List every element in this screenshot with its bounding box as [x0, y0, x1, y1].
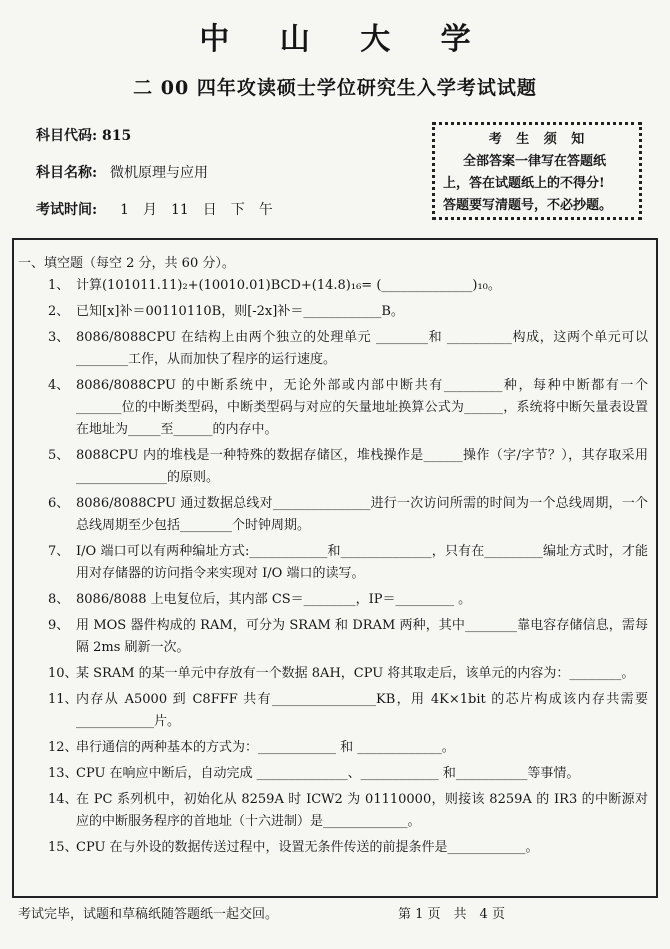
question-number: 9、 — [48, 618, 70, 633]
exam-time-label: 考试时间: — [36, 202, 98, 218]
question-text: 8086/8088CPU 的中断系统中，无论外部或内部中断共有_________种，每种中断都有一个_______位的中断类型码，中断类型码与对应的矢量地址换算公式为______，系统将中断矢量表设置在地址为_____至______的内存中。 — [76, 378, 648, 437]
question-item — [18, 589, 654, 611]
question-text: 8086/8088CPU 在结构上由两个独立的处理单元 ________和 __________构成，这两个单元可以________工作，从而加快了程序的运行速度。 — [76, 330, 648, 367]
question-number: 10、 — [48, 666, 78, 681]
question-number: 6、 — [48, 496, 70, 511]
notice-line: 全部答案一律写在答题纸 — [463, 154, 607, 169]
question-number: 8、 — [48, 592, 70, 607]
question-text: CPU 在响应中断后，自动完成 ______________、____________ 和___________等事情。 — [76, 766, 580, 781]
question-item — [18, 301, 654, 323]
subject-code-row — [36, 125, 131, 145]
question-text: CPU 在与外设的数据传送过程中，设置无条件传送的前提条件是____________。 — [76, 840, 539, 855]
question-item — [18, 375, 654, 441]
question-text: 某 SRAM 的某一单元中存放有一个数据 8AH，CPU 将其取走后，该单元的内容为：________。 — [76, 666, 635, 681]
question-number: 14、 — [48, 792, 78, 807]
question-number: 7、 — [48, 544, 70, 559]
top-border — [12, 238, 658, 240]
question-number: 2、 — [48, 304, 70, 319]
question-number: 11、 — [48, 692, 78, 707]
exam-time-value: 1 月 11 日 下 午 — [120, 202, 273, 218]
question-item — [18, 763, 654, 785]
question-text: I/O 端口可以有两种编址方式:____________和______________，只有在_________编址方式时，才能用对存储器的访问指令来实现对 I/O 端口的读写。 — [76, 544, 648, 581]
section-heading: 一、填空题（每空 2 分，共 60 分）。 — [18, 256, 235, 271]
subject-name-value: 微机原理与应用 — [110, 165, 209, 181]
subject-code-value: 815 — [102, 128, 132, 144]
question-number: 1、 — [48, 278, 70, 293]
exam-title: 二 00 四年攻读硕士学位研究生入学考试试题 — [133, 77, 537, 99]
question-item — [18, 689, 654, 733]
subject-name-row — [36, 162, 208, 182]
question-section — [18, 254, 654, 863]
question-text: 内存从 A5000 到 C8FFF 共有________________KB，用 4K×1bit 的芯片构成该内存共需要____________片。 — [76, 692, 648, 729]
question-item — [18, 541, 654, 585]
question-number: 4、 — [48, 378, 70, 393]
footer-note: 考试完毕，试题和草稿纸随答题纸一起交回。 — [18, 907, 279, 922]
right-border — [656, 238, 658, 896]
question-text: 8086/8088 上电复位后，其内部 CS＝________，IP＝_________ 。 — [76, 592, 472, 607]
candidate-notice-box — [432, 122, 642, 220]
question-text: 在 PC 系列机中，初始化从 8259A 时 ICW2 为 01110000，则接该 8259A 的 IR3 的中断源对应的中断服务程序的首地址（十六进制）是_____________。 — [76, 792, 648, 829]
notice-line: 答题要写清题号，不必抄题。 — [443, 198, 613, 213]
question-number: 5、 — [48, 448, 70, 463]
question-text: 串行通信的两种基本的方式为：____________ 和 _____________。 — [76, 740, 455, 755]
question-item — [18, 327, 654, 371]
question-number: 15、 — [48, 840, 78, 855]
question-number: 12、 — [48, 740, 78, 755]
question-item — [18, 663, 654, 685]
question-text: 用 MOS 器件构成的 RAM，可分为 SRAM 和 DRAM 两种，其中________靠电容存储信息，需每隔 2ms 刷新一次。 — [76, 618, 648, 655]
notice-title: 考 生 须 知 — [488, 132, 590, 147]
question-item — [18, 615, 654, 659]
question-text: 8086/8088CPU 通过数据总线对_______________进行一次访问所需的时间为一个总线周期，一个总线周期至少包括________个时钟周期。 — [76, 496, 648, 533]
question-text: 计算(101011.11)₂+(10010.01)BCD+(14.8)₁₆= (______________)₁₀。 — [76, 278, 501, 293]
subject-code-label: 科目代码: — [36, 128, 98, 144]
page-number: 第 1 页 共 4 页 — [398, 907, 505, 922]
question-item — [18, 737, 654, 759]
subject-name-label: 科目名称: — [36, 165, 98, 181]
question-item — [18, 493, 654, 537]
question-item — [18, 445, 654, 489]
question-item — [18, 837, 654, 859]
left-border — [12, 238, 14, 896]
notice-line: 上，答在试题纸上的不得分! — [443, 176, 605, 191]
question-item — [18, 275, 654, 297]
university-title: 中 山 大 学 — [199, 22, 491, 57]
question-number: 13、 — [48, 766, 78, 781]
bottom-border — [12, 896, 658, 898]
question-text: 已知[x]补＝00110110B，则[-2x]补＝____________B。 — [76, 304, 404, 319]
question-text: 8088CPU 内的堆栈是一种特殊的数据存储区，堆栈操作是______操作（字/字节？），其存取采用 ______________的原则。 — [76, 448, 648, 485]
question-number: 3、 — [48, 330, 70, 345]
exam-time-row — [36, 199, 273, 219]
question-list — [18, 275, 654, 859]
question-item — [18, 789, 654, 833]
